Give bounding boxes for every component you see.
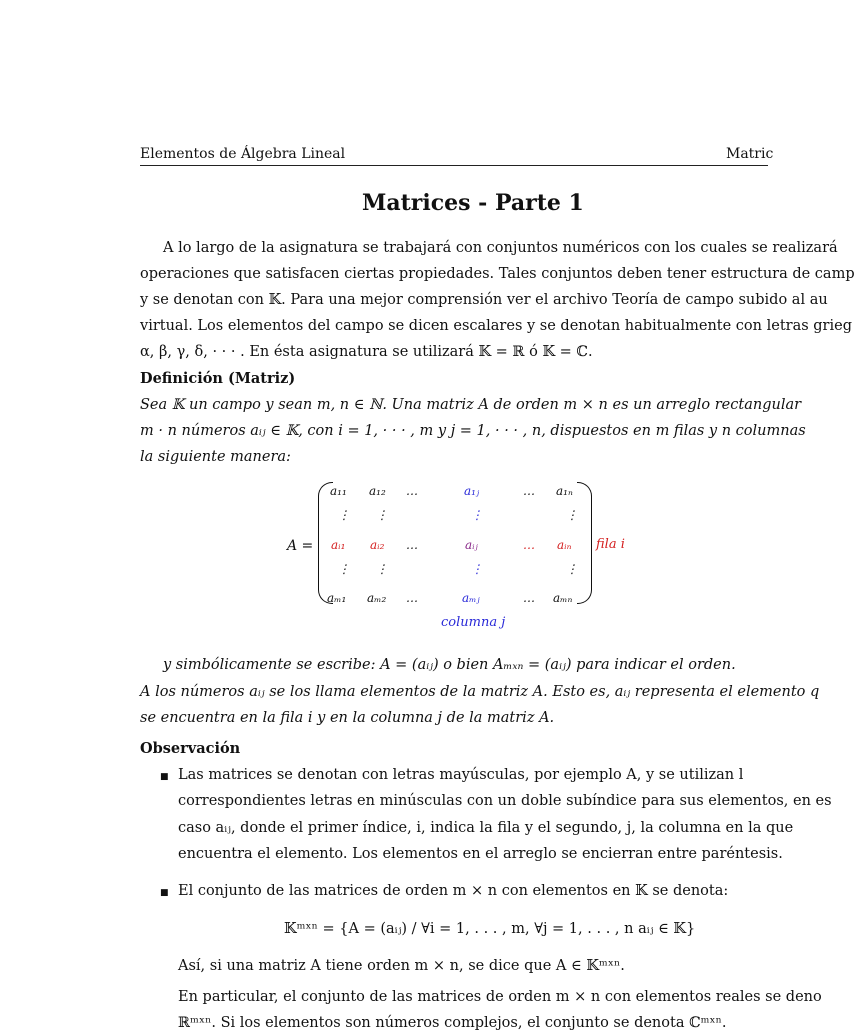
matrix-ain: aᵢₙ [557,538,572,552]
intro-line-4: virtual. Los elementos del campo se dicen escalares y se denotan habitualmente con letras grieg [140,318,852,334]
obs1-line-1: Las matrices se denotan con letras mayúsculas, por ejemplo A, y se utilizan l [178,767,744,783]
obs2-line-1: El conjunto de las matrices de orden m × n con elementos en 𝕂 se denota: [178,883,729,899]
matrix-lhs: A = [287,538,314,554]
matrix-vdots: ⋮ [566,508,578,522]
matrix-am1: aₘ₁ [327,591,347,605]
matrix-row1-dots-2: … [523,484,535,498]
matrix-right-paren [577,482,592,604]
matrix-aij: aᵢⱼ [465,538,478,552]
matrix-row1-dots: … [406,484,418,498]
bullet-icon: ■ [160,772,169,782]
header-rule [140,165,768,166]
matrix-vdots: ⋮ [471,562,483,576]
elements-line-1: A los números aᵢⱼ se los llama elementos de la matriz A. Esto es, aᵢⱼ representa el elemento q [140,684,820,700]
matrix-vdots: ⋮ [471,508,483,522]
matrix-amj: aₘⱼ [462,591,480,605]
obs1-line-3: caso aᵢⱼ, donde el primer índice, i, indica la fila y el segundo, j, la columna en la que [178,820,794,836]
intro-line-5: α, β, γ, δ, · · · . En ésta asignatura se utilizará 𝕂 = ℝ ó 𝕂 = ℂ. [140,344,593,360]
notation-line: y simbólicamente se escribe: A = (aᵢⱼ) o bien Aₘₓₙ = (aᵢⱼ) para indicar el orden. [163,657,736,673]
matrix-vdots: ⋮ [376,562,388,576]
matrix-vdots: ⋮ [338,508,350,522]
obs1-line-4: encuentra el elemento. Los elementos en el arreglo se encierran entre paréntesis. [178,846,783,862]
matrix-amn: aₘₙ [553,591,573,605]
definition-line-1: Sea 𝕂 un campo y sean m, n ∈ ℕ. Una matriz A de orden m × n es un arreglo rectangular [140,397,802,413]
definition-line-3: la siguiente manera: [140,449,291,465]
matrix-a1n: a₁ₙ [556,484,573,498]
matrix-ai2: aᵢ₂ [370,538,385,552]
observation-heading: Observación [140,740,241,757]
intro-line-1: A lo largo de la asignatura se trabajará con conjuntos numéricos con los cuales se realizará [163,240,838,256]
obs2-line-3: Así, si una matriz A tiene orden m × n, se dice que A ∈ 𝕂ᵐˣⁿ. [178,958,625,974]
matrix-rowm-dots: … [406,591,418,605]
matrix-am2: aₘ₂ [367,591,387,605]
obs2-line-5: ℝᵐˣⁿ. Si los elementos son números complejos, el conjunto se denota ℂᵐˣⁿ. [178,1015,727,1031]
intro-line-3: y se denotan con 𝕂. Para una mejor comprensión ver el archivo Teoría de campo subido al au [140,292,828,308]
matrix-vdots: ⋮ [566,562,578,576]
matrix-rowi-dots: … [406,538,418,552]
matrix-vdots: ⋮ [376,508,388,522]
matrix-a1j: a₁ⱼ [464,484,480,498]
bullet-icon: ■ [160,888,169,898]
obs1-line-2: correspondientes letras en minúsculas con un doble subíndice para sus elementos, en es [178,793,832,809]
obs2-line-4: En particular, el conjunto de las matrices de orden m × n con elementos reales se deno [178,989,822,1005]
definition-line-2: m · n números aᵢⱼ ∈ 𝕂, con i = 1, · · · , m y j = 1, · · · , n, dispuestos en m filas y n columnas [140,423,806,439]
obs2-set-definition: 𝕂ᵐˣⁿ = {A = (aᵢⱼ) / ∀i = 1, . . . , m, ∀j = 1, . . . , n aᵢⱼ ∈ 𝕂} [284,921,696,937]
row-label: fila i [596,537,625,552]
matrix-rowi-dots-2: … [523,538,535,552]
page-title: Matrices - Parte 1 [362,190,584,216]
running-header-right: Matric [726,146,774,162]
matrix-a12: a₁₂ [369,484,386,498]
elements-line-2: se encuentra en la fila i y en la columna j de la matriz A. [140,710,555,726]
column-label: columna j [441,615,506,630]
definition-heading: Definición (Matriz) [140,370,296,387]
matrix-ai1: aᵢ₁ [331,538,346,552]
matrix-vdots: ⋮ [338,562,350,576]
intro-line-2: operaciones que satisfacen ciertas propiedades. Tales conjuntos deben tener estructura de camp [140,266,855,282]
matrix-rowm-dots-2: … [523,591,535,605]
running-header-left: Elementos de Álgebra Lineal [140,146,346,162]
matrix-a11: a₁₁ [330,484,347,498]
